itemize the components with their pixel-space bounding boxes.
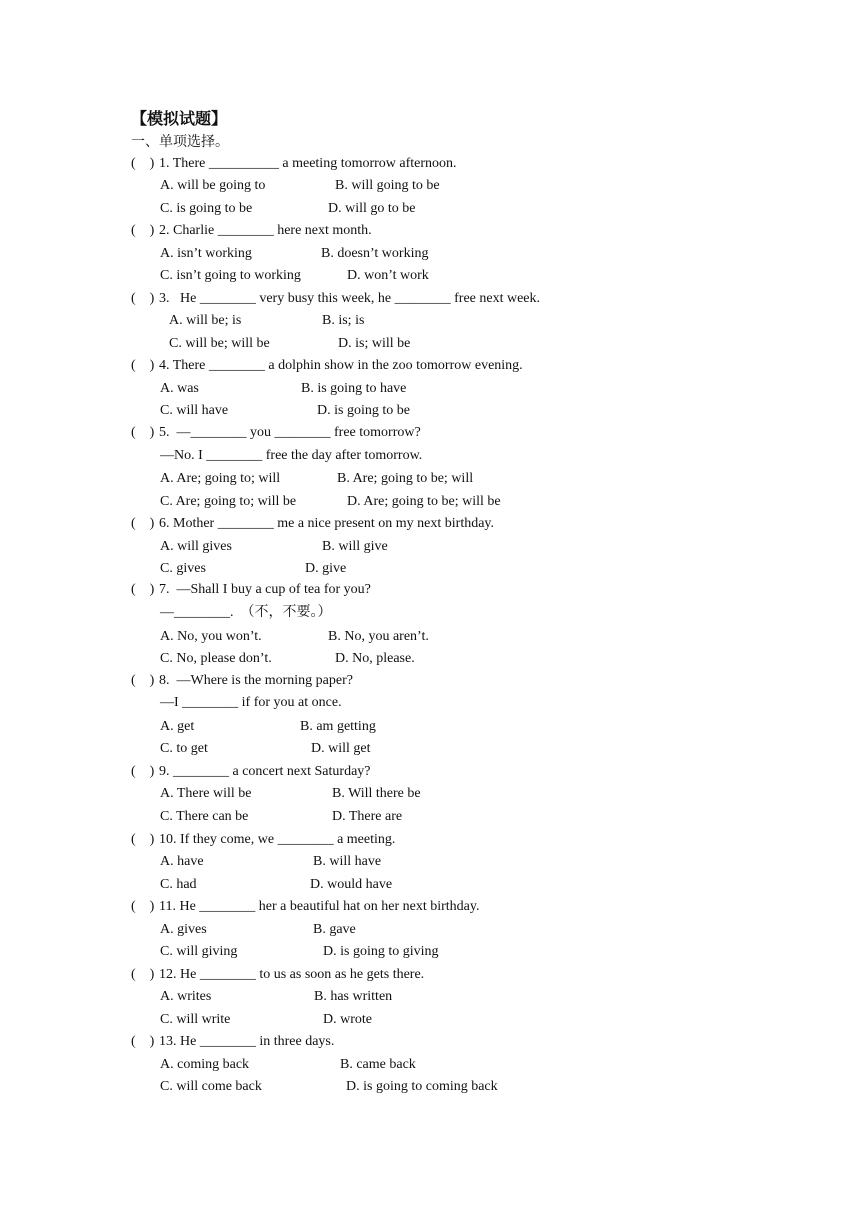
option-d: D. is going to be [317,403,410,418]
document-title: 【模拟试题】 [131,109,228,128]
question-5: ( ) 5. —________ you ________ free tomorrow? [131,425,421,440]
option-b: B. came back [340,1057,416,1072]
question-3: ( ) 3. He ________ very busy this week, he ________ free next week. [131,291,541,306]
option-d: D. is; will be [338,336,411,351]
option-a: A. There will be [160,786,252,801]
section-heading: 一、单项选择。 [131,134,229,150]
question-stem-line-2: —No. I ________ free the day after tomorrow. [160,448,423,463]
question-12: ( ) 12. He ________ to us as soon as he gets there. [131,967,425,982]
option-b: B. is going to have [301,381,407,396]
question-stem: 1. There __________ a meeting tomorrow afternoon. [159,156,457,171]
option-b: B. No, you aren’t. [328,629,429,644]
option-d: D. won’t work [347,268,429,283]
option-a: A. get [160,719,195,734]
question-stem: 9. ________ a concert next Saturday? [159,764,371,779]
option-a: A. Are; going to; will [160,471,281,486]
option-a: A. coming back [160,1057,250,1072]
option-b: B. Will there be [332,786,421,801]
option-c: C. isn’t going to working [160,268,301,283]
question-9: ( ) 9. ________ a concert next Saturday? [131,764,371,779]
question-stem: 8. —Where is the morning paper? [159,673,353,688]
question-4: ( ) 4. There ________ a dolphin show in the zoo tomorrow evening. [131,358,523,373]
option-c: C. will come back [160,1079,262,1094]
question-stem: 10. If they come, we ________ a meeting. [159,832,396,847]
option-a: A. was [160,381,199,396]
option-a: A. writes [160,989,212,1004]
question-13: ( ) 13. He ________ in three days. [131,1034,335,1049]
option-b: B. has written [314,989,393,1004]
option-b: B. gave [313,922,356,937]
option-b: B. will going to be [335,178,440,193]
question-2: ( ) 2. Charlie ________ here next month. [131,223,372,238]
option-d: D. Are; going to be; will be [347,494,501,509]
option-a: A. isn’t working [160,246,252,261]
option-c: C. Are; going to; will be [160,494,297,509]
question-10: ( ) 10. If they come, we ________ a meeting. [131,832,396,847]
option-c: C. gives [160,561,206,576]
question-7: ( ) 7. —Shall I buy a cup of tea for you? [131,582,371,597]
question-11: ( ) 11. He ________ her a beautiful hat on her next birthday. [131,899,480,914]
question-stem: 3. He ________ very busy this week, he ________ free next week. [159,291,541,306]
option-a: A. will be going to [160,178,266,193]
option-c: C. There can be [160,809,249,824]
question-6: ( ) 6. Mother ________ me a nice present on my next birthday. [131,516,495,531]
option-b: B. am getting [300,719,376,734]
option-d: D. is going to coming back [346,1079,498,1094]
option-c: C. is going to be [160,201,253,216]
option-d: D. is going to giving [323,944,439,959]
question-8: ( ) 8. —Where is the morning paper? [131,673,353,688]
question-stem: 6. Mother ________ me a nice present on my next birthday. [159,516,495,531]
option-d: D. wrote [323,1012,372,1027]
option-b: B. will have [313,854,382,869]
option-c: C. to get [160,741,208,756]
question-stem: 13. He ________ in three days. [159,1034,335,1049]
option-c: C. will write [160,1012,231,1027]
question-stem: 7. —Shall I buy a cup of tea for you? [159,582,371,597]
option-a: A. will gives [160,539,232,554]
option-b: B. Are; going to be; will [337,471,474,486]
question-stem: 5. —________ you ________ free tomorrow? [159,425,421,440]
option-a: A. No, you won’t. [160,629,262,644]
question-stem: 2. Charlie ________ here next month. [159,223,372,238]
question-stem-line-2: —I ________ if for you at once. [160,695,342,710]
option-b: B. is; is [322,313,365,328]
option-d: D. No, please. [335,651,415,666]
option-b: B. doesn’t working [321,246,429,261]
option-d: D. There are [332,809,403,824]
option-b: B. will give [322,539,388,554]
option-c: C. will be; will be [169,336,270,351]
option-d: D. will get [311,741,371,756]
question-stem: 11. He ________ her a beautiful hat on her next birthday. [159,899,480,914]
option-d: D. would have [310,877,393,892]
question-stem: 12. He ________ to us as soon as he gets there. [159,967,425,982]
option-a: A. have [160,854,204,869]
option-a: A. gives [160,922,207,937]
question-stem: 4. There ________ a dolphin show in the zoo tomorrow evening. [159,358,523,373]
option-c: C. had [160,877,197,892]
question-stem-line-2: —________. （不，不要。） [160,605,332,620]
option-a: A. will be; is [169,313,242,328]
question-1: ( ) 1. There __________ a meeting tomorrow afternoon. [131,156,457,171]
option-d: D. give [305,561,347,576]
option-c: C. will giving [160,944,238,959]
option-c: C. will have [160,403,229,418]
option-d: D. will go to be [328,201,416,216]
option-c: C. No, please don’t. [160,651,272,666]
